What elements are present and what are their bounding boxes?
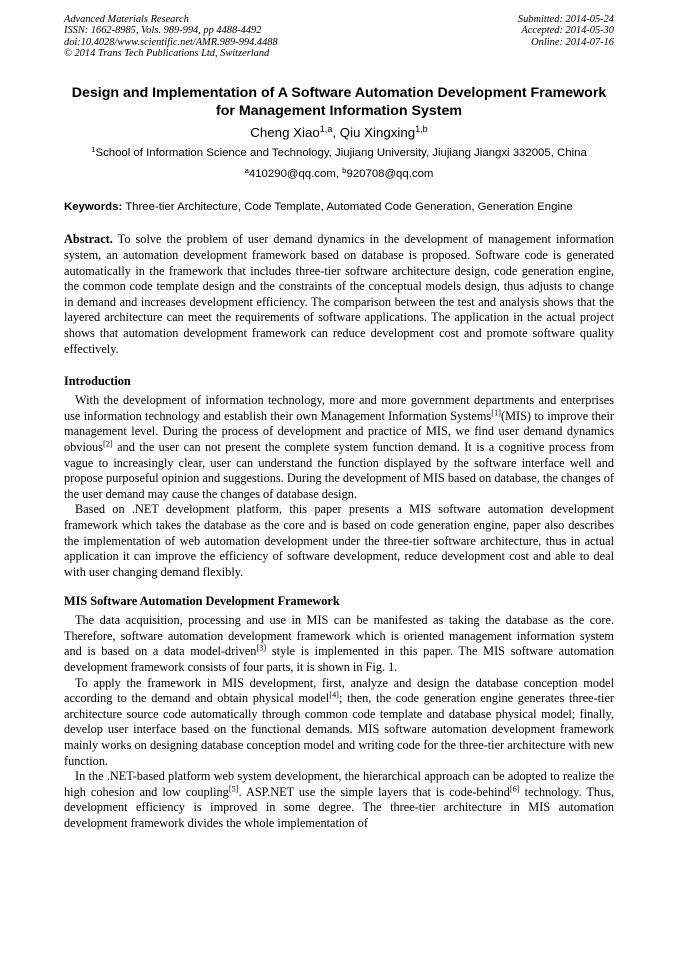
- abstract-text: To solve the problem of user demand dynamics in the development of management information system, an automation development framework based on database is proposed. Software code is generated automatically in the framework that includes three-tier software architecture design, code generation engine, the common code template design and the constraints of the conceptual models design, thus adjusts to change in demand and increases development efficiency. The comparison between the test and analysis shows that the layered architecture can meet the requirements of software applications. The application in the actual project shows that automation development framework can reduce development cost and promote software quality effectively.: [64, 232, 614, 356]
- paragraph-text: In the .NET-based platform web system development, the hierarchical approach can be adopted to realize the high cohesion and low coupling: [64, 769, 614, 799]
- paragraph-text: style is implemented in this paper. The MIS software automation development framework consists of four parts, it is shown in Fig. 1.: [64, 644, 615, 675]
- affiliation-text: School of Information Science and Technology, Jiujiang University, Jiujiang Jiangxi 332005, China: [95, 147, 587, 159]
- issn-line: ISSN: 1662-8985, Vols. 989-994, pp 4488-4492: [64, 25, 262, 37]
- online-date: Online: 2014-07-16: [531, 36, 614, 48]
- keywords-label: Keywords:: [64, 201, 123, 213]
- paragraph: [64, 769, 614, 831]
- author-emails: [64, 167, 614, 182]
- doi-line: doi:10.4028/www.scientific.net/AMR.989-994.4488: [64, 36, 278, 48]
- citation-ref[interactable]: [3]: [256, 643, 267, 653]
- citation-ref[interactable]: [5]: [228, 784, 239, 794]
- introduction-body: [64, 393, 614, 580]
- paragraph-text: (MIS) to improve their management level. During the process of development and practice of MIS, we find user demand dynamics obvious: [64, 408, 615, 454]
- abstract-block: [64, 232, 614, 357]
- journal-name: Advanced Materials Research: [64, 14, 189, 25]
- citation-ref[interactable]: [4]: [329, 690, 339, 700]
- section-heading-introduction: Introduction: [64, 374, 131, 389]
- paper-title: Design and Implementation of A Software Automation Development Framework for Management Information System: [71, 85, 607, 119]
- abstract-label: Abstract.: [64, 232, 113, 247]
- citation-ref[interactable]: [6]: [509, 784, 520, 794]
- paragraph-text: To apply the framework in MIS development, first, analyze and design the database conception model according to the demand and obtain physical model: [64, 675, 614, 706]
- section-heading-framework: MIS Software Automation Development Framework: [64, 594, 340, 609]
- paragraph-text: . ASP.NET use the simple layers that is code-behind: [238, 784, 510, 799]
- email-mark: a: [244, 165, 249, 175]
- citation-ref[interactable]: [2]: [102, 439, 113, 449]
- keywords-block: [64, 200, 614, 214]
- email-mark: b: [342, 165, 347, 175]
- author-name: Cheng Xiao: [250, 125, 320, 140]
- email-address: 920708@qq.com: [346, 168, 434, 180]
- paper-page: [64, 14, 614, 832]
- paragraph: [64, 613, 614, 675]
- paragraph-text: ; then, the code generation engine generates three-tier architecture source code automatically through common code template and database physical model; finally, develop user interface based on the functional demands. MIS software automation development framework mainly works on designing database conception model and writing code for the three-tier architecture with new function.: [64, 691, 614, 768]
- paragraph-text: The data acquisition, processing and use in MIS can be manifested as taking the database as the core. Therefore, software automation development framework which is oriented management information system and is based on a data model-driven: [64, 613, 614, 659]
- dates-info: [518, 14, 614, 48]
- paragraph-text: and the user can not present the complete system function demand. It is a cognitive process from vague to increasingly clear, user can understand the function displayed by the software interface well and propose purposeful opinion and suggestions. During the development of MIS based on database, the changes of the user demand may cause the changes of database design.: [64, 439, 614, 501]
- author-affiliation-mark: 1,a: [319, 124, 333, 135]
- affiliation-mark: 1: [91, 144, 96, 154]
- author-list: [64, 124, 614, 142]
- paragraph-text: With the development of information technology, more and more government departments and enterprises use information technology and establish their own Management Information Systems: [64, 393, 614, 423]
- paragraph: [64, 393, 614, 502]
- submitted-date: Submitted: 2014-05-24: [517, 14, 614, 25]
- affiliation: [64, 146, 614, 161]
- framework-body: [64, 613, 614, 831]
- email-address: 410290@qq.com: [248, 168, 336, 180]
- email-separator: ,: [335, 168, 343, 180]
- paragraph: Based on .NET development platform, this paper presents a MIS software automation development framework which takes the database as the core and is based on code generation engine, paper also describes the implementation of web automation development under the three-tier software architecture, thus in actual application it can improve the efficiency of software development, reduce development cost and able to deal with user changing demand flexibly.: [64, 502, 614, 579]
- page-header: [64, 14, 614, 66]
- publication-info: [64, 14, 278, 60]
- paragraph-text: technology. Thus, development efficiency is improved in some degree. The three-tier architecture in MIS automation development framework divides the whole implementation of: [64, 784, 614, 830]
- copyright-line: © 2014 Trans Tech Publications Ltd, Switzerland: [64, 48, 270, 60]
- author-name: Qiu Xingxing: [339, 125, 416, 140]
- citation-ref[interactable]: [1]: [491, 408, 501, 418]
- author-separator: ,: [332, 125, 340, 140]
- author-affiliation-mark: 1,b: [415, 124, 428, 135]
- keywords-text: Three-tier Architecture, Code Template, Automated Code Generation, Generation Engine: [125, 201, 573, 213]
- accepted-date: Accepted: 2014-05-30: [521, 25, 614, 37]
- paragraph: [64, 676, 614, 770]
